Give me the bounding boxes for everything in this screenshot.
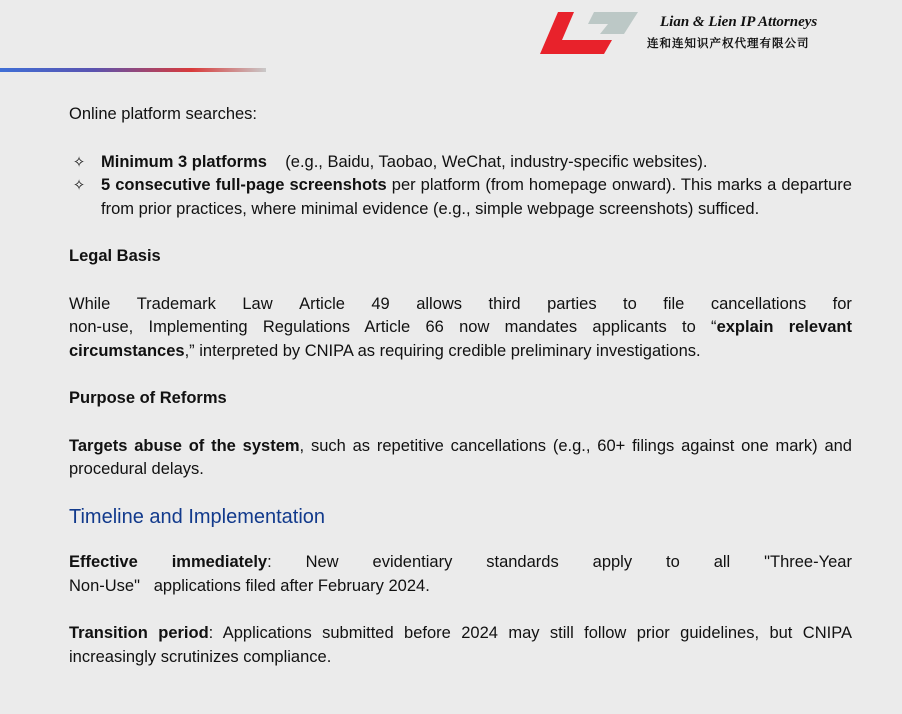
word: to xyxy=(623,294,637,313)
word: Effective xyxy=(69,553,138,571)
legal-basis-paragraph xyxy=(69,293,852,364)
word: Trademark xyxy=(136,294,216,313)
transition-bold: Transition period xyxy=(69,624,209,642)
legal-basis-text-b: ,” interpreted by CNIPA as requiring credible preliminary investigations. xyxy=(184,341,701,360)
word: Article xyxy=(299,294,345,313)
word: apply xyxy=(592,553,633,571)
legal-basis-heading: Legal Basis xyxy=(69,247,161,265)
four-pointed-star-icon: ✧ xyxy=(72,152,86,171)
document-body xyxy=(69,103,852,669)
word: file xyxy=(663,294,685,313)
bullet-bold: Minimum 3 platforms xyxy=(101,152,267,171)
word: New xyxy=(305,553,339,571)
transition-text: : Applications submitted before 2024 may still follow prior guidelines, but CNIPA increasingly scrutinizes compliance. xyxy=(69,624,852,666)
firm-logo-icon xyxy=(538,10,640,56)
platform-requirements-list xyxy=(69,151,852,222)
word: for xyxy=(832,294,852,313)
list-item xyxy=(69,174,852,221)
legal-basis-text xyxy=(69,316,852,363)
legal-basis-line xyxy=(69,293,852,317)
word: evidentiary xyxy=(372,553,453,571)
four-pointed-star-icon: ✧ xyxy=(72,176,86,194)
page-header xyxy=(0,0,902,80)
purpose-bold: Targets abuse of the system xyxy=(69,436,300,455)
word: While xyxy=(69,294,111,313)
word: to xyxy=(666,553,680,571)
word: Law xyxy=(242,294,273,313)
legal-basis-bold: explain relevant circumstances xyxy=(69,318,852,360)
word: parties xyxy=(547,294,597,313)
bullet-text: per platform (from homepage onward). This marks a departure from prior practices, where minimal evidence (e.g., simple webpage screenshots) sufficed. xyxy=(101,176,852,218)
purpose-text: , such as repetitive cancellations (e.g., 60+ filings against one mark) and procedural delays. xyxy=(69,436,852,478)
intro-text: Online platform searches: xyxy=(69,105,258,123)
effective-text: Non-Use" applications filed after February 2024. xyxy=(69,576,430,595)
bullet-bold: 5 consecutive full-page screenshots xyxy=(101,176,387,194)
word: "Three-Year xyxy=(764,553,852,571)
word: 49 xyxy=(371,294,390,313)
legal-basis-text-a: non-use, Implementing Regulations Article 66 now mandates applicants to “ xyxy=(69,318,717,336)
timeline-section-title: Timeline and Implementation xyxy=(69,505,326,528)
purpose-paragraph xyxy=(69,435,852,482)
word: all xyxy=(713,553,731,571)
word: immediately: xyxy=(171,553,272,571)
list-item xyxy=(69,151,852,175)
header-divider xyxy=(0,68,266,72)
effective-line xyxy=(69,551,852,575)
word: cancellations xyxy=(710,294,807,313)
word: standards xyxy=(486,553,559,571)
firm-name-english: Lian & Lien IP Attorneys xyxy=(660,14,818,30)
transition-paragraph xyxy=(69,622,852,669)
effective-paragraph xyxy=(69,551,852,598)
purpose-heading: Purpose of Reforms xyxy=(69,389,227,407)
firm-name-chinese: 连和连知识产权代理有限公司 xyxy=(647,36,810,50)
bullet-text: (e.g., Baidu, Taobao, WeChat, industry-specific websites). xyxy=(285,152,708,171)
word: third xyxy=(488,294,521,313)
word: allows xyxy=(416,294,463,313)
